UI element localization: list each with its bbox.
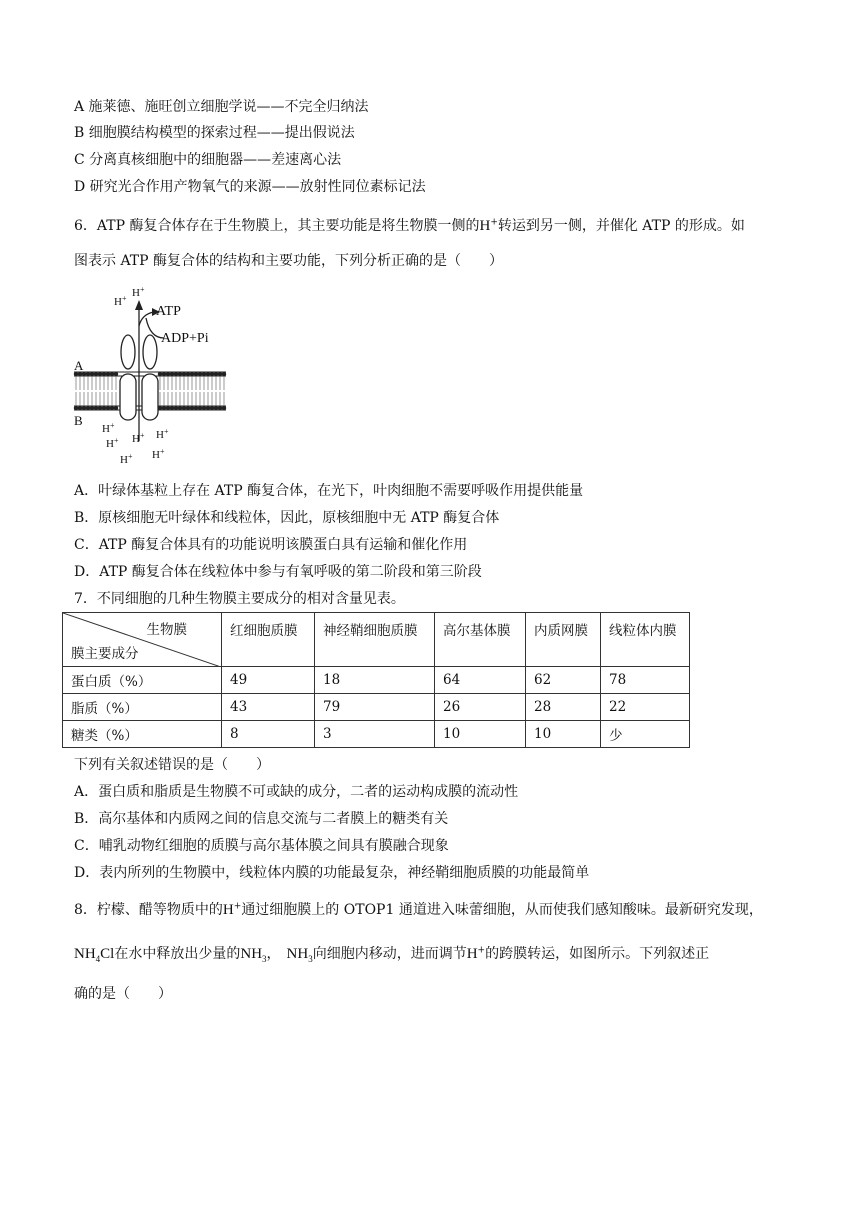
- svg-text:+: +: [122, 294, 127, 303]
- atp-synthase-figure: [72, 286, 228, 466]
- table-cell: 8: [222, 721, 315, 748]
- table-cell: 3: [315, 721, 435, 748]
- proton-top-2: [114, 294, 127, 308]
- q6-option-a: A．叶绿体基粒上存在 ATP 酶复合体，在光下，叶肉细胞不需要呼吸作用提供能量: [74, 483, 584, 499]
- q6-option-d: D．ATP 酶复合体在线粒体中参与有氧呼吸的第二阶段和第三阶段: [74, 564, 482, 580]
- corner-bottom-label: 膜主要成分: [71, 646, 139, 662]
- q8-h2: H: [466, 946, 478, 962]
- svg-text:+: +: [140, 286, 145, 294]
- corner-top-label: 生物膜: [146, 622, 187, 638]
- table-cell: 49: [222, 667, 315, 694]
- q6-stem-h-sup: +: [490, 217, 498, 228]
- table-corner-cell: [63, 613, 222, 667]
- proton-bottom-2: [106, 436, 119, 450]
- svg-text:H: H: [102, 423, 110, 435]
- table-cell: 78: [601, 667, 690, 694]
- arrowhead-up: [135, 300, 143, 310]
- column-header: 高尔基体膜: [435, 613, 526, 667]
- svg-text:H: H: [132, 433, 140, 445]
- adp-pi-label: ADP+Pi: [161, 331, 209, 346]
- table-cell: 79: [315, 694, 435, 721]
- q7-question: 下列有关叙述错误的是（ ）: [74, 757, 270, 773]
- q8-h2-sup: +: [477, 945, 486, 956]
- nh4cl-formula: $NH_4Cl$: [74, 946, 115, 964]
- table-cell: 22: [601, 694, 690, 721]
- q6-option-b: B．原核细胞无叶绿体和线粒体，因此，原核细胞中无 ATP 酶复合体: [74, 510, 500, 526]
- table-cell: 10: [526, 721, 601, 748]
- side-a-label: A: [74, 358, 84, 373]
- q7-option-a: A．蛋白质和脂质是生物膜不可或缺的成分，二者的运动构成膜的流动性: [74, 784, 519, 800]
- table-cell: 26: [435, 694, 526, 721]
- q8-line2: [74, 944, 709, 964]
- q8-line1: [74, 900, 763, 920]
- table-cell: 62: [526, 667, 601, 694]
- table-cell: 10: [435, 721, 526, 748]
- svg-text:+: +: [114, 436, 119, 445]
- svg-text:+: +: [160, 447, 165, 456]
- svg-text:H: H: [132, 287, 140, 299]
- q6-stem-line1: [74, 216, 745, 236]
- q7-option-d: D．表内所列的生物膜中，线粒体内膜的功能最复杂，神经鞘细胞质膜的功能最简单: [74, 865, 590, 881]
- q6-stem-part2: 转运到另一侧，并催化 ATP 的形成。如: [497, 218, 745, 234]
- atp-label: ATP: [156, 304, 181, 319]
- q8-line2-d: 的跨膜转运，如图所示。下列叙述正: [485, 946, 710, 962]
- q8-line3: 确的是（ ）: [74, 986, 172, 1002]
- q8-h-sup: +: [233, 901, 242, 912]
- q7-option-b: B．高尔基体和内质网之间的信息交流与二者膜上的糖类有关: [74, 811, 449, 827]
- table-row: [63, 721, 690, 748]
- q8-h: H: [222, 902, 234, 918]
- column-header: 内质网膜: [526, 613, 601, 667]
- q8-line1-rest: 通过细胞膜上的 OTOP1 通道进入味蕾细胞，从而使我们感知酸味。最新研究发现，: [241, 902, 763, 918]
- proton-bottom-1: [102, 421, 115, 435]
- q5-option-b: B 细胞膜结构模型的探索过程——提出假说法: [74, 125, 355, 141]
- table-row: [63, 694, 690, 721]
- svg-text:H: H: [120, 454, 128, 466]
- q8-intro: 8．柠檬、醋等物质中的: [74, 902, 223, 918]
- row-label: 蛋白质（%）: [63, 667, 222, 694]
- side-b-label: B: [74, 413, 83, 428]
- q7-option-c: C．哺乳动物红细胞的质膜与高尔基体膜之间具有膜融合现象: [74, 838, 449, 854]
- q6-stem-line2: 图表示 ATP 酶复合体的结构和主要功能，下列分析正确的是（ ）: [74, 253, 504, 269]
- q7-stem: 7．不同细胞的几种生物膜主要成分的相对含量见表。: [74, 591, 405, 607]
- table-cell: 64: [435, 667, 526, 694]
- table-cell: 43: [222, 694, 315, 721]
- q6-stem-part1: 6．ATP 酶复合体存在于生物膜上，其主要功能是将生物膜一侧的: [74, 218, 480, 234]
- q5-option-d: D 研究光合作用产物氧气的来源——放射性同位素标记法: [74, 179, 426, 195]
- proton-bottom-6: [152, 447, 165, 461]
- svg-text:H: H: [152, 449, 160, 461]
- row-label: 脂质（%）: [63, 694, 222, 721]
- svg-text:H: H: [114, 296, 122, 308]
- table-row: [63, 667, 690, 694]
- column-header: 神经鞘细胞质膜: [315, 613, 435, 667]
- table-header-row: [63, 613, 690, 667]
- q5-option-c: C 分离真核细胞中的细胞器——差速离心法: [74, 152, 342, 168]
- nh3-formula-1: $NH_3$: [240, 946, 267, 964]
- nh3-formula-2: $NH_3$: [286, 946, 313, 964]
- table-cell: 28: [526, 694, 601, 721]
- proton-bottom-5: [120, 452, 133, 466]
- q6-option-c: C．ATP 酶复合体具有的功能说明该膜蛋白具有运输和催化作用: [74, 537, 468, 553]
- svg-text:+: +: [140, 431, 145, 440]
- svg-text:H: H: [106, 438, 114, 450]
- proton-bottom-4: [156, 427, 169, 441]
- column-header: 线粒体内膜: [601, 613, 690, 667]
- svg-text:+: +: [128, 452, 133, 461]
- q5-option-a: A 施莱德、施旺创立细胞学说——不完全归纳法: [74, 99, 369, 115]
- svg-text:+: +: [164, 427, 169, 436]
- q8-line2-a: 在水中释放出少量的: [114, 946, 241, 962]
- proton-top-1: [132, 286, 145, 299]
- svg-text:H: H: [156, 429, 164, 441]
- proton-bottom-3: [132, 431, 145, 445]
- row-label: 糖类（%）: [63, 721, 222, 748]
- q8-comma: ，: [266, 946, 281, 962]
- table-cell: 少: [601, 721, 690, 748]
- q8-line2-c: 向细胞内移动，进而调节: [312, 946, 467, 962]
- column-header: 红细胞质膜: [222, 613, 315, 667]
- membrane-composition-table: [62, 612, 690, 748]
- q6-stem-h: H: [479, 218, 491, 234]
- table-cell: 18: [315, 667, 435, 694]
- svg-text:+: +: [110, 421, 115, 430]
